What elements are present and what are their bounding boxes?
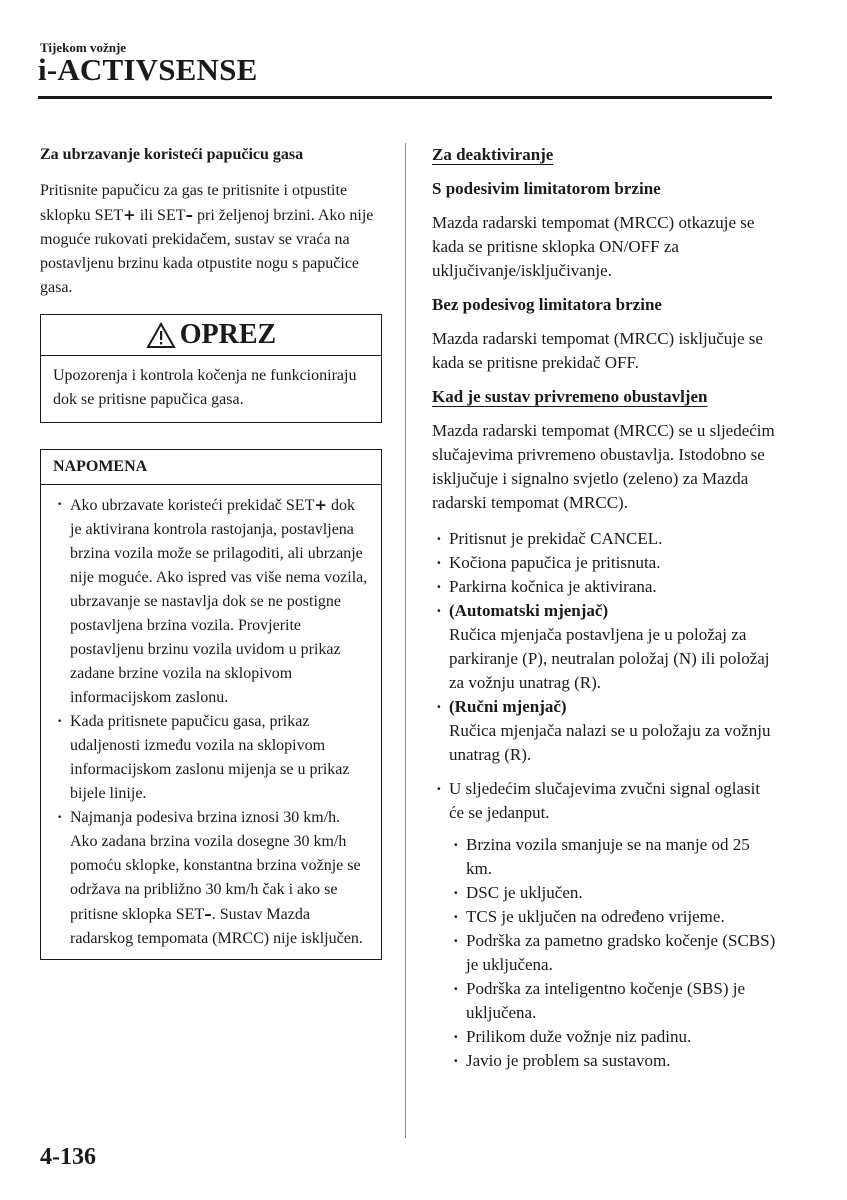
suspended-paragraph: Mazda radarski tempomat (MRCC) se u sljedećim slučajevima privremeno obustavlja. Istodobno se isključuje i signalno svjetlo (zeleno) za Mazda radarski tempomat (MRCC). [432, 421, 775, 512]
note-list [53, 493, 369, 951]
list-item: · DSC je uključen. [449, 881, 777, 905]
auto-transmission-text: Ručica mjenjača postavljena je u položaj za parkiranje (P), neutralan položaj (N) ili položaj za vožnju unatrag (R). [449, 625, 770, 692]
list-item [432, 695, 777, 767]
note-body [41, 485, 381, 959]
suspended-heading: Kad je sustav privremeno obustavljen [432, 387, 708, 406]
list-item: · Kočiona papučica je pritisnuta. [432, 551, 777, 575]
accelerate-text-3: pri željenoj brzini. Ako nije moguće rukovati prekidačem, sustav se vraća na postavljenu brzinu kada otpustite nogu s papučice gasa. [40, 207, 374, 296]
caution-title: OPREZ [179, 319, 277, 350]
list-item [432, 777, 777, 1073]
list-item: · Pritisnut je prekidač CANCEL. [432, 527, 777, 551]
note-item [53, 493, 369, 710]
list-item: · Brzina vozila smanjuje se na manje od 25 km. [449, 833, 777, 881]
list-item: · Podrška za pametno gradsko kočenje (SCBS) je uključena. [449, 929, 777, 977]
minus-symbol: – [204, 905, 212, 923]
list-item [432, 599, 777, 695]
left-column [40, 143, 382, 960]
signal-conditions-list [449, 833, 777, 1073]
accelerate-text-2: ili SET [135, 207, 186, 224]
no-limiter-subheading: Bez podesivog limitatora brzine [432, 295, 662, 314]
list-item: · Podrška za inteligentno kočenje (SBS) je uključena. [449, 977, 777, 1025]
caution-text: Upozorenja i kontrola kočenja ne funkcioniraju dok se pritisne papučica gasa. [53, 367, 357, 408]
plus-symbol: + [123, 206, 136, 224]
manual-transmission-title: (Ručni mjenjač) [449, 697, 567, 716]
list-item: · Javio je problem sa sustavom. [449, 1049, 777, 1073]
section-label: Tijekom vožnje [40, 40, 127, 55]
header-rule [38, 96, 772, 99]
limiter-paragraph: Mazda radarski tempomat (MRCC) otkazuje se kada se pritisne sklopka ON/OFF za uključivanje/isključivanje. [432, 213, 755, 280]
note-item-3-text-b: . Sustav Mazda radarskog tempomata (MRCC) nije isključen. [70, 906, 363, 947]
accelerate-text-1: Pritisnite papučicu za gas te pritisnite i otpustite sklopku SET [40, 182, 348, 224]
note-item-1-text-b: dok je aktivirana kontrola rastojanja, postavljena brzina vozila može se prilagoditi, ali ubrzanje nije moguće. Ako ispred vas više nema vozila, ubrzavanje se nastavlja dok se ne postigne postavljena brzina vozila. Provjerite postavljenu brzinu vozila uvidom u prikaz zadane brzine vozila na sklopivom informacijskom zaslonu. [70, 497, 368, 706]
column-divider [405, 143, 406, 1138]
signal-text: U sljedećim slučajevima zvučni signal oglasit će se jedanput. [449, 779, 761, 822]
suspend-conditions-list [432, 527, 777, 1073]
note-item: · Kada pritisnete papučicu gasa, prikaz udaljenosti između vozila na sklopivom informacijskom zaslonu mijenja se u prikaz bijele linije. [53, 710, 369, 806]
manual-transmission-text: Ručica mjenjača nalazi se u položaju za vožnju unatrag (R). [449, 721, 771, 764]
limiter-subheading: S podesivim limitatorom brzine [432, 179, 661, 198]
page-title: i-ACTIVSENSE [38, 52, 258, 87]
warning-triangle-icon [146, 322, 176, 349]
list-item: · Prilikom duže vožnje niz padinu. [449, 1025, 777, 1049]
note-item-3-text-a: Najmanja podesiva brzina iznosi 30 km/h. Ako zadana brzina vozila dosegne 30 km/h pomoću sklopke, konstantna brzina vožnje se održava na približno 30 km/h čak i ako se pritisne sklopka SET [70, 809, 361, 923]
deactivate-heading: Za deaktiviranje [432, 145, 554, 164]
auto-transmission-title: (Automatski mjenjač) [449, 601, 609, 620]
plus-symbol: + [314, 496, 327, 514]
list-item: · Parkirna kočnica je aktivirana. [432, 575, 777, 599]
accelerate-paragraph [40, 179, 382, 300]
list-item: · TCS je uključen na određeno vrijeme. [449, 905, 777, 929]
caution-box [40, 314, 382, 423]
right-column [432, 143, 777, 1073]
note-title: NAPOMENA [41, 450, 381, 485]
no-limiter-paragraph: Mazda radarski tempomat (MRCC) isključuje se kada se pritisne prekidač OFF. [432, 329, 763, 372]
minus-symbol: – [185, 206, 193, 224]
note-item [53, 806, 369, 951]
accelerate-heading: Za ubrzavanje koristeći papučicu gasa [40, 146, 304, 163]
caution-header [41, 315, 381, 356]
note-box [40, 449, 382, 960]
page-number: 4-136 [40, 1144, 96, 1170]
note-item-1-text-a: Ako ubrzavate koristeći prekidač SET [70, 497, 315, 514]
